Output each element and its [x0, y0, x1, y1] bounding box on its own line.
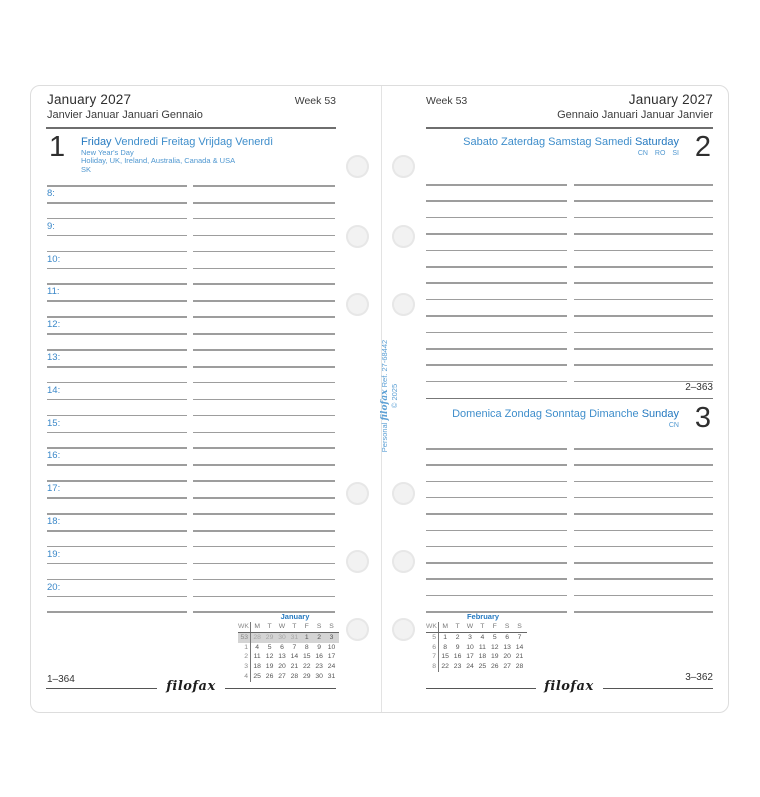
writing-line [193, 300, 335, 302]
writing-line [193, 447, 335, 449]
page-right [426, 86, 713, 712]
mini-calendar-cell: 5 [426, 633, 439, 643]
spine-imprint-line1: Personal filofax Ref. 27-68442 [380, 339, 390, 453]
footer-rule-right-a [426, 688, 536, 689]
writing-line [193, 563, 335, 565]
writing-line [574, 332, 713, 334]
mini-calendar-cell: 18 [253, 663, 261, 671]
punch-hole [346, 293, 369, 316]
mini-calendar-cell: 30 [315, 672, 323, 680]
writing-line [193, 366, 335, 368]
mini-calendar-cell: T [292, 623, 297, 630]
mini-calendar-cell: 27 [278, 672, 286, 680]
mini-calendar-cell: 28 [290, 672, 299, 680]
writing-line [47, 513, 187, 515]
mini-calendar-cell: 27 [503, 663, 511, 671]
writing-line [193, 415, 335, 417]
writing-line [426, 266, 567, 268]
writing-line [574, 497, 713, 499]
holiday-country-codes-saturday: CN RO SI [637, 150, 679, 157]
writing-line [574, 578, 713, 580]
day-separator-line [426, 398, 713, 399]
writing-line [47, 579, 187, 581]
week-label-left: Week 53 [294, 95, 336, 107]
writing-line [426, 513, 567, 515]
writing-line [193, 513, 335, 515]
mini-calendar-cell: T [267, 623, 272, 630]
hour-label: 20: [47, 581, 61, 593]
writing-line [574, 348, 713, 350]
mini-calendar-cell: 7 [292, 643, 297, 651]
mini-calendar-cell: 15 [441, 653, 449, 661]
mini-calendar-row [426, 633, 527, 643]
writing-line [47, 611, 187, 613]
day-of-year-counter-right: 3–362 [685, 672, 713, 683]
day-name-primary: Saturday [634, 136, 679, 148]
writing-line [47, 480, 187, 482]
writing-line [47, 235, 187, 237]
mini-calendar-cell: 25 [478, 663, 487, 671]
day-names-saturday [463, 136, 679, 148]
mini-calendar-january [238, 612, 339, 682]
day-names-friday [81, 136, 273, 148]
day-number-2: 2 [694, 131, 711, 163]
mini-calendar-cell: W [466, 623, 474, 630]
writing-line [574, 611, 713, 613]
mini-calendar-cell: 2 [238, 652, 251, 662]
mini-calendar-cell: 10 [466, 643, 474, 651]
hour-label: 15: [47, 417, 61, 429]
mini-calendar-cell: 30 [278, 633, 286, 641]
hour-label: 8: [47, 188, 55, 199]
holiday-line-3: SK [81, 164, 92, 174]
writing-line [47, 530, 187, 532]
day-of-year-counter-left: 1–364 [47, 674, 75, 685]
hour-label: 10: [47, 253, 61, 265]
mini-calendar-cell: 3 [238, 662, 251, 672]
writing-line [574, 546, 713, 548]
writing-line [193, 316, 335, 318]
writing-line [193, 497, 335, 499]
mini-calendar-cell: 31 [290, 633, 299, 641]
mini-calendar-cell: 8 [304, 643, 309, 651]
punch-hole [346, 550, 369, 573]
writing-line [426, 530, 567, 532]
mini-calendar-row [238, 662, 339, 672]
writing-line [574, 184, 713, 186]
writing-line [574, 530, 713, 532]
punch-hole [392, 482, 415, 505]
day-names-translations: Vendredi Freitag Vrijdag Venerdì [114, 136, 274, 148]
mini-calendar-row [238, 672, 339, 682]
mini-calendar-cell: 22 [441, 663, 449, 671]
writing-line [426, 578, 567, 580]
writing-line [426, 448, 567, 450]
footer-rule-left-a [46, 688, 157, 689]
punch-hole [392, 155, 415, 178]
holiday-country-codes-sunday: CN [668, 422, 679, 429]
mini-calendar-cell: WK [238, 622, 251, 632]
writing-line [426, 381, 567, 383]
day-number-3: 3 [694, 402, 711, 434]
writing-line [574, 217, 713, 219]
mini-calendar-cell: 2 [317, 633, 322, 641]
mini-calendar-cell: 7 [517, 633, 522, 641]
writing-line [426, 184, 567, 186]
brand-logo-right: filofax [544, 679, 594, 694]
footer-rule-left-b [225, 688, 336, 689]
day-name-primary: Sunday [641, 408, 679, 420]
writing-line [193, 235, 335, 237]
writing-line [426, 233, 567, 235]
writing-line [193, 268, 335, 270]
writing-line [193, 464, 335, 466]
punch-hole [346, 618, 369, 641]
month-subtitle-left: Janvier Januar Januari Gennaio [47, 109, 203, 121]
day-number-1: 1 [49, 131, 66, 163]
writing-line [426, 364, 567, 366]
writing-line [193, 202, 335, 204]
mini-calendar-cell: 21 [515, 653, 524, 661]
mini-calendar-row [238, 643, 339, 653]
mini-calendar-cell: 19 [490, 653, 499, 661]
mini-calendar-cell: 26 [490, 663, 499, 671]
footer-rule-right-b [603, 688, 713, 689]
mini-calendar-cell: F [304, 623, 309, 630]
mini-calendar-cell: 24 [327, 663, 336, 671]
mini-calendar-cell: 16 [453, 653, 462, 661]
hour-label: 16: [47, 450, 61, 462]
mini-calendar-cell: 29 [302, 672, 311, 680]
week-label-right: Week 53 [426, 95, 468, 107]
writing-line [574, 562, 713, 564]
writing-line [47, 497, 187, 499]
mini-calendar-row [426, 662, 527, 672]
punch-hole [346, 155, 369, 178]
mini-calendar-cell: 29 [265, 633, 274, 641]
writing-line [426, 250, 567, 252]
month-title-right: January 2027 [628, 92, 713, 107]
mini-calendar-cell: 31 [327, 672, 336, 680]
mini-calendar-cell: 9 [317, 643, 322, 651]
day-names-translations: Domenica Zondag Sonntag Dimanche [452, 408, 639, 420]
mini-calendar-cell: 14 [515, 643, 524, 651]
mini-calendar-cell: 6 [426, 643, 439, 653]
mini-calendar-cell: 11 [253, 653, 261, 661]
hour-label: 19: [47, 548, 61, 560]
writing-line [574, 481, 713, 483]
writing-line [47, 596, 187, 598]
mini-calendar-cell: 24 [466, 663, 474, 671]
mini-calendar-row [426, 622, 527, 633]
writing-line [47, 382, 187, 384]
mini-calendar-cell: 10 [327, 643, 336, 651]
mini-calendar-cell: 6 [280, 643, 284, 651]
mini-calendar-february [426, 612, 527, 672]
mini-calendar-cell: 23 [453, 663, 462, 671]
writing-line [47, 415, 187, 417]
mini-calendar-cell: 8 [443, 643, 448, 651]
writing-line [574, 595, 713, 597]
writing-line [426, 497, 567, 499]
mini-calendar-cell: 13 [503, 643, 511, 651]
hour-label: 11: [47, 286, 60, 298]
mini-calendar-cell: 11 [478, 643, 486, 651]
hour-label: 14: [47, 384, 61, 396]
mini-calendar-cell: 4 [238, 672, 251, 682]
hour-label: 17: [47, 483, 61, 495]
header-rule-left [46, 127, 336, 129]
writing-line [574, 448, 713, 450]
mini-calendar-cell: 6 [505, 633, 510, 641]
writing-line [47, 283, 187, 285]
writing-line [574, 266, 713, 268]
writing-line [47, 268, 187, 270]
writing-line [193, 579, 335, 581]
writing-line [193, 596, 335, 598]
writing-line [47, 563, 187, 565]
mini-calendar-cell: 20 [278, 663, 286, 671]
mini-calendar-cell: S [504, 623, 510, 630]
writing-line [574, 315, 713, 317]
writing-line [426, 546, 567, 548]
writing-line [193, 432, 335, 434]
writing-line [193, 399, 335, 401]
writing-line [426, 332, 567, 334]
writing-line [193, 283, 335, 285]
month-title-left: January 2027 [47, 92, 132, 107]
writing-line [47, 185, 187, 187]
mini-calendar-row [238, 622, 339, 633]
holiday-line-1: New Year's Day [81, 148, 134, 157]
mini-calendar-cell: 8 [426, 662, 439, 672]
mini-calendar-cell: 17 [327, 653, 336, 661]
spine-imprint [380, 321, 402, 471]
mini-calendar-cell: 3 [329, 633, 334, 641]
mini-calendar-cell: 12 [490, 643, 499, 651]
writing-line [426, 299, 567, 301]
mini-calendar-cell: 14 [290, 653, 299, 661]
punch-hole [346, 482, 369, 505]
writing-line [426, 282, 567, 284]
spine-brand-logo: filofax [380, 389, 390, 421]
mini-calendar-row [238, 652, 339, 662]
punch-hole [392, 293, 415, 316]
mini-calendar-cell: T [455, 623, 460, 630]
page-left [46, 86, 336, 712]
mini-calendar-cell: 18 [478, 653, 487, 661]
writing-line [47, 300, 187, 302]
mini-calendar-cell: 28 [253, 633, 261, 641]
header-rule-right [426, 127, 713, 129]
mini-calendar-cell: 22 [302, 663, 311, 671]
mini-calendar-cell: 20 [503, 653, 511, 661]
day-name-primary: Friday [81, 136, 112, 148]
mini-calendar-cell: 4 [255, 643, 260, 651]
writing-line [574, 233, 713, 235]
mini-calendar-cell: 1 [304, 633, 309, 641]
mini-calendar-cell: 23 [315, 663, 323, 671]
mini-calendar-row [238, 633, 339, 643]
day-names-translations: Sabato Zaterdag Samstag Samedi [463, 136, 632, 148]
writing-line [574, 364, 713, 366]
mini-calendar-cell: 3 [468, 633, 472, 641]
writing-line [426, 464, 567, 466]
diary-spread [30, 85, 729, 713]
writing-line [574, 200, 713, 202]
day-names-sunday [452, 408, 679, 420]
punch-hole [392, 618, 415, 641]
punch-hole [392, 225, 415, 248]
mini-calendar-cell: 17 [466, 653, 474, 661]
mini-calendar-cell: 9 [455, 643, 460, 651]
writing-line [47, 464, 187, 466]
mini-calendar-cell: 26 [265, 672, 274, 680]
day-of-year-counter-saturday: 2–363 [685, 382, 713, 393]
writing-line [426, 315, 567, 317]
writing-line [193, 218, 335, 220]
mini-calendar-cell: 12 [265, 653, 274, 661]
hour-label: 18: [47, 516, 61, 527]
writing-line [426, 217, 567, 219]
mini-calendar-cell: WK [426, 622, 439, 632]
writing-line [47, 218, 187, 220]
writing-line [574, 464, 713, 466]
punch-hole [346, 225, 369, 248]
month-subtitle-right: Gennaio Januari Januar Janvier [557, 109, 713, 121]
writing-line [47, 251, 187, 253]
writing-line [426, 348, 567, 350]
mini-calendar-cell: 19 [265, 663, 274, 671]
mini-calendar-cell: 13 [278, 653, 286, 661]
writing-line [574, 513, 713, 515]
mini-calendar-cell: 7 [426, 652, 439, 662]
mini-calendar-cell: 1 [238, 643, 251, 653]
writing-line [47, 366, 187, 368]
writing-line [47, 447, 187, 449]
mini-calendar-cell: 5 [267, 643, 272, 651]
mini-calendar-cell: M [442, 623, 449, 630]
mini-calendar-cell: F [492, 623, 497, 630]
mini-calendar-cell: S [517, 623, 522, 630]
writing-line [426, 481, 567, 483]
mini-calendar-row [426, 643, 527, 653]
writing-line [193, 530, 335, 532]
brand-logo-left: filofax [166, 679, 216, 694]
writing-line [426, 200, 567, 202]
mini-calendar-cell: 53 [238, 633, 251, 643]
writing-line [193, 546, 335, 548]
writing-line [193, 382, 335, 384]
mini-calendar-cell: M [254, 623, 261, 630]
mini-calendar-cell: S [316, 623, 322, 630]
mini-calendar-cell: W [278, 623, 286, 630]
holiday-note [81, 149, 235, 174]
writing-line [574, 282, 713, 284]
writing-line [193, 251, 335, 253]
writing-line [47, 349, 187, 351]
writing-line [47, 546, 187, 548]
mini-calendar-cell: 28 [515, 663, 524, 671]
mini-calendar-cell: 5 [492, 633, 497, 641]
writing-line [193, 185, 335, 187]
writing-line [426, 595, 567, 597]
mini-calendar-row [426, 652, 527, 662]
writing-line [193, 480, 335, 482]
hour-label: 9: [47, 220, 55, 232]
mini-calendar-cell: 1 [443, 633, 448, 641]
mini-calendar-cell: S [329, 623, 334, 630]
hour-label: 12: [47, 319, 61, 331]
writing-line [426, 562, 567, 564]
mini-calendar-title: February [466, 612, 500, 621]
mini-calendar-cell: T [480, 623, 485, 630]
mini-calendar-cell: 25 [253, 672, 261, 680]
hour-label: 13: [47, 352, 61, 363]
writing-line [193, 333, 335, 335]
holiday-line-2: Holiday, UK, Ireland, Australia, Canada & USA [81, 156, 236, 166]
writing-line [574, 299, 713, 301]
punch-hole [392, 550, 415, 573]
writing-line [47, 432, 187, 434]
writing-line [574, 250, 713, 252]
mini-calendar-cell: 4 [480, 633, 485, 641]
mini-calendar-cell: 21 [290, 663, 299, 671]
writing-line [47, 202, 187, 204]
mini-calendar-cell: 2 [455, 633, 460, 641]
spine-imprint-copyright: © 2025 [390, 383, 399, 409]
mini-calendar-title: January [280, 612, 310, 621]
writing-line [193, 349, 335, 351]
writing-line [47, 333, 187, 335]
writing-line [47, 399, 187, 401]
mini-calendar-cell: 15 [302, 653, 311, 661]
mini-calendar-cell: 16 [315, 653, 323, 661]
writing-line [47, 316, 187, 318]
